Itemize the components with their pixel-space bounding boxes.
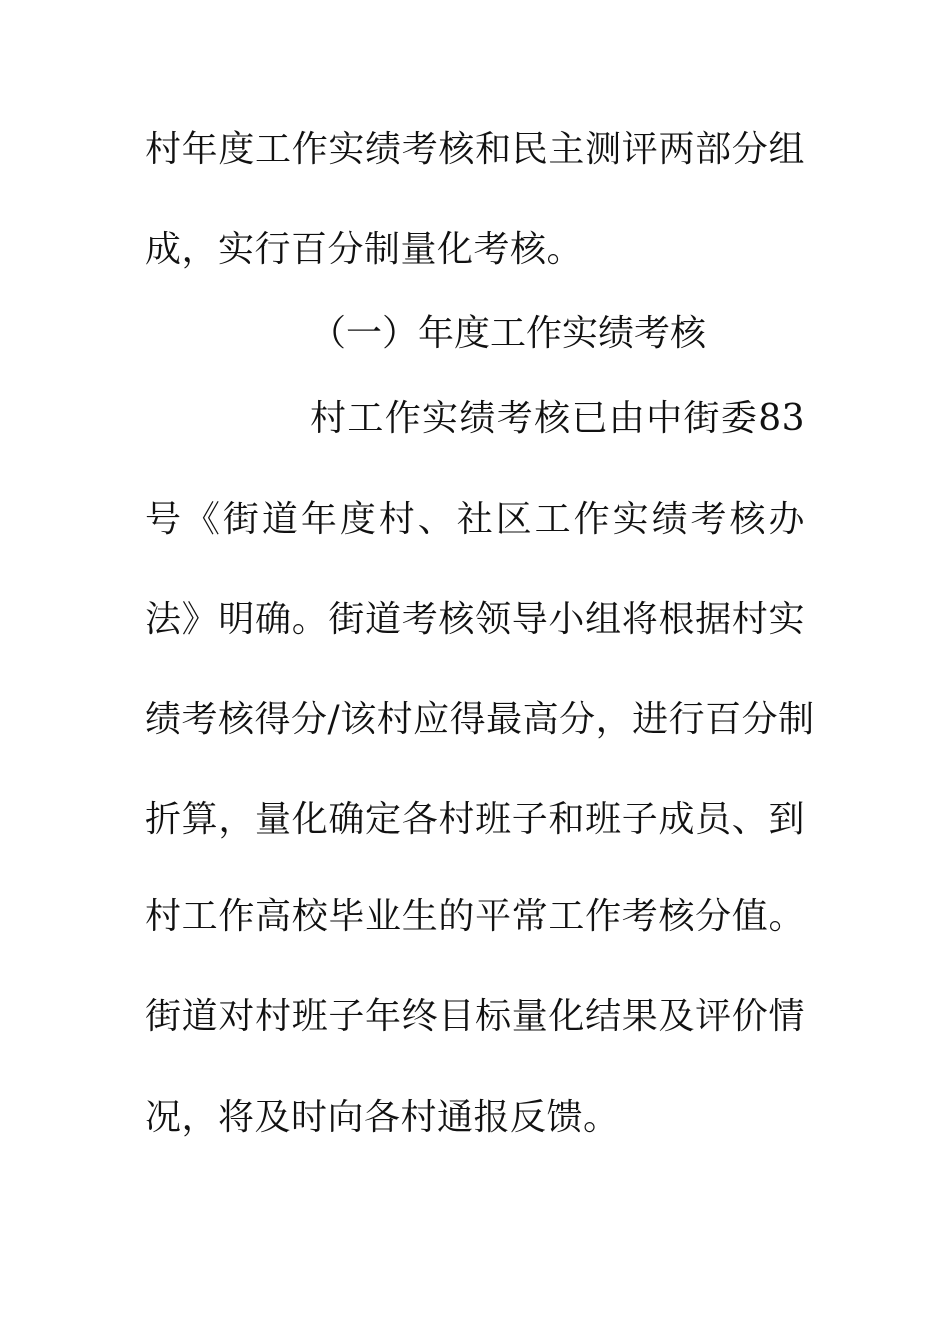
section-heading: （一）年度工作实绩考核 [310,313,707,354]
paragraph-line-2: 成，实行百分制量化考核。 [145,229,584,270]
paragraph-line-5: 法》明确。街道考核领导小组将根据村实 [145,599,805,640]
paragraph-line-9: 街道对村班子年终目标量化结果及评价情 [145,996,805,1037]
paragraph-line-3: 村工作实绩考核已由中街委83 [310,398,805,439]
paragraph-line-6: 绩考核得分/该村应得最高分，进行百分制 [145,699,815,740]
paragraph-line-4: 号《街道年度村、社区工作实绩考核办 [145,499,805,540]
paragraph-line-8: 村工作高校毕业生的平常工作考核分值。 [145,896,805,937]
paragraph-line-7: 折算，量化确定各村班子和班子成员、到 [145,799,805,840]
paragraph-line-1: 村年度工作实绩考核和民主测评两部分组 [145,129,805,170]
paragraph-line-10: 况，将及时向各村通报反馈。 [145,1097,620,1138]
